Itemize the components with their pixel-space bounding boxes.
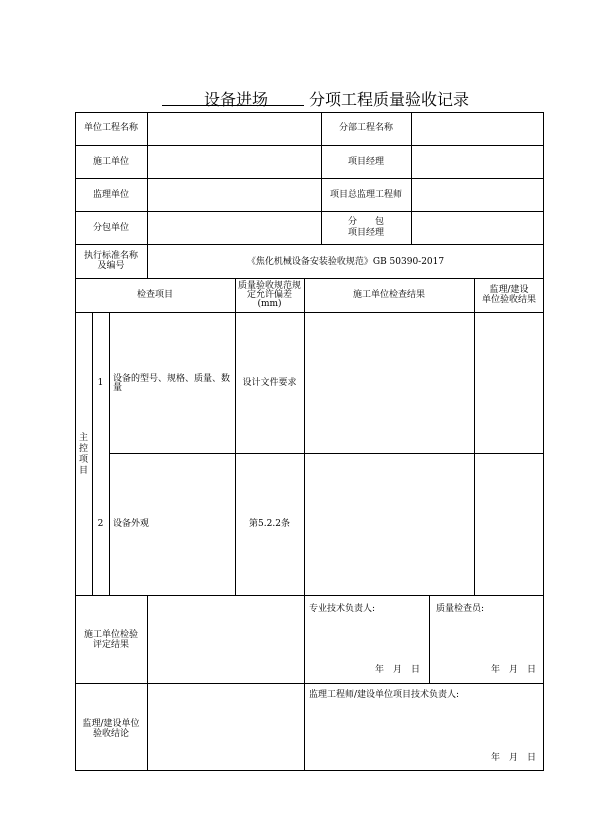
col-divider [411,112,412,244]
row-divider [109,453,544,454]
col-divider [147,112,148,278]
supervisor-signer-label: 监理工程师/建设单位项目技术负责人: [309,690,460,700]
col-header-inspection-item: 检查项目 [136,290,173,300]
col-divider [304,595,305,771]
title-main: 分项工程质量验收记录 [309,90,470,109]
item-number: 2 [97,519,104,529]
col-divider [429,595,430,683]
col-divider [109,312,110,595]
supervision-unit-label: 监理单位 [92,190,129,200]
sub-project-label: 分部工程名称 [338,123,393,133]
item-number: 1 [97,378,104,388]
subcontract-manager-label-2: 项目经理 [347,228,384,238]
col-divider [235,278,236,595]
row-divider [75,145,544,146]
unit-project-label: 单位工程名称 [83,123,138,133]
item-name: 设备外观 [113,519,150,529]
col-divider [474,278,475,595]
supervision-eval-label-1: 监理/建设单位 [82,719,140,729]
col-header-spec-2: 定允许偏差 [246,290,292,300]
construction-unit-label: 施工单位 [92,157,129,167]
row-divider [75,595,544,596]
item-requirement: 设计文件要求 [242,378,297,388]
subcontract-manager-label-1: 分 包 [347,217,384,227]
col-divider [147,595,148,771]
main-control-label-char: 目 [78,466,88,476]
subcontract-unit-label: 分包单位 [92,223,129,233]
col-header-supervision-1: 监理/建设 [489,285,529,295]
standard-label-1: 执行标准名称 [83,251,138,261]
col-header-spec-1: 质量验收规范规 [237,281,301,291]
construction-eval-label-1: 施工单位检验 [83,630,138,640]
main-control-label-char: 项 [78,455,88,465]
item-name: 设备的型号、规格、质量、数 [113,374,231,384]
inspector-label: 质量检查员: [436,604,485,614]
form-title [0,86,590,110]
col-header-supervision-2: 单位验收结果 [481,295,536,305]
col-header-spec-3: (mm) [257,299,282,309]
date-label: 年 月 日 [491,665,537,675]
col-header-result: 施工单位检查结果 [352,290,425,300]
row-divider [75,178,544,179]
item-name-cont: 量 [113,383,123,393]
standard-label-2: 及编号 [97,261,125,271]
main-control-label-char: 主 [78,433,88,443]
row-divider [75,244,544,245]
construction-eval-label-2: 评定结果 [92,640,129,650]
tech-lead-label: 专业技术负责人: [309,604,376,614]
item-requirement: 第5.2.2条 [249,519,290,529]
row-divider [75,211,544,212]
col-divider [92,312,93,595]
supervision-eval-label-2: 验收结论 [92,729,129,739]
col-divider [304,278,305,595]
row-divider [75,683,544,684]
title-subject: 设备进场 [204,90,269,109]
date-label: 年 月 日 [375,665,421,675]
chief-supervisor-label: 项目总监理工程师 [329,190,402,200]
project-manager-label: 项目经理 [347,157,384,167]
main-control-label-char: 控 [78,444,88,454]
standard-value: 《焦化机械设备安装验收规范》GB 50390-2017 [246,257,445,267]
date-label: 年 月 日 [491,753,537,763]
